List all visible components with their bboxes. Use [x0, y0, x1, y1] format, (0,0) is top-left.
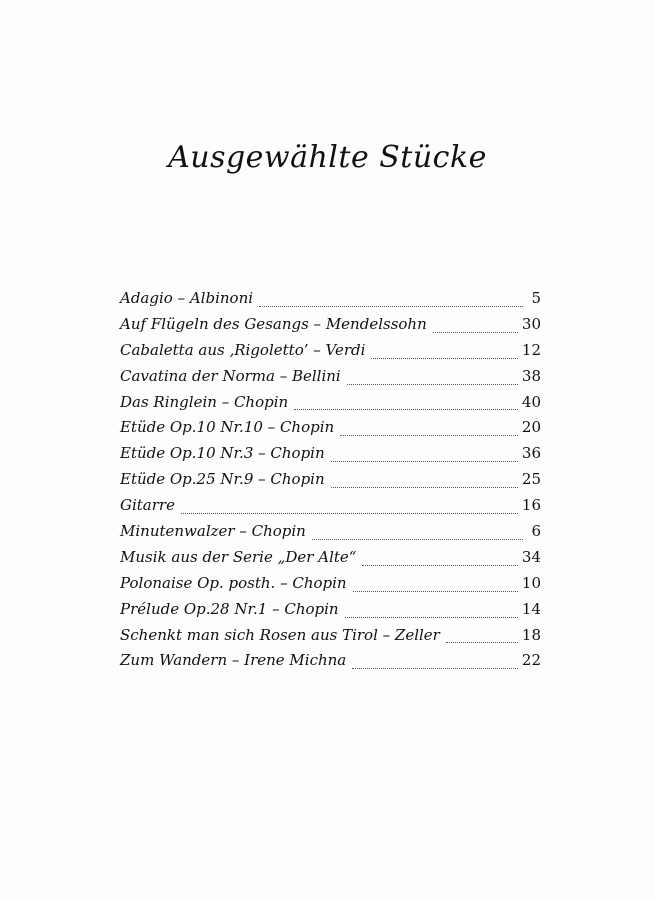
toc-entry [120, 444, 541, 470]
toc-entry-title: Schenkt man sich Rosen aus Tirol – Zeller [120, 625, 440, 644]
page-title: Ausgewählte Stücke [168, 140, 487, 175]
toc-entry-title: Polonaise Op. posth. – Chopin [120, 573, 347, 592]
toc-entry-page: 10 [521, 573, 541, 592]
toc-dot-leader [362, 565, 517, 566]
toc-dot-leader [340, 435, 518, 436]
toc-entry [120, 574, 541, 600]
toc-entry [120, 418, 541, 444]
toc-entry [120, 393, 541, 419]
toc-dot-leader [312, 539, 523, 540]
toc-entry [120, 470, 541, 496]
toc-entry-page: 5 [531, 289, 541, 307]
toc-entry-page: 36 [521, 444, 541, 463]
toc-entry-page: 30 [521, 314, 541, 333]
toc-entry-page: 22 [521, 651, 541, 670]
toc-dot-leader [294, 409, 518, 410]
toc-entry-page: 20 [521, 418, 541, 437]
toc-entry-title: Etüde Op.10 Nr.10 – Chopin [120, 418, 335, 437]
toc-dot-leader [353, 591, 518, 592]
toc-entry-page: 38 [521, 366, 541, 385]
toc-entry-page: 14 [521, 599, 541, 618]
toc-entry [120, 522, 541, 548]
toc-dot-leader [352, 668, 518, 669]
toc-entry [120, 315, 541, 341]
toc-entry [120, 341, 541, 367]
toc-entry-title: Prélude Op.28 Nr.1 – Chopin [120, 599, 339, 618]
toc-entry [120, 289, 541, 315]
toc-entry [120, 548, 541, 574]
toc-entry-title: Das Ringlein – Chopin [120, 392, 289, 411]
table-of-contents [120, 289, 541, 677]
toc-entry-page: 18 [521, 625, 541, 644]
toc-dot-leader [446, 642, 518, 643]
toc-dot-leader [259, 306, 523, 307]
toc-entry-page: 6 [531, 522, 541, 541]
toc-dot-leader [181, 513, 518, 514]
toc-dot-leader [345, 617, 518, 618]
toc-entry-page: 16 [521, 496, 541, 515]
toc-entry [120, 367, 541, 393]
toc-entry-title: Gitarre [120, 496, 175, 515]
toc-entry [120, 651, 541, 677]
toc-entry-title: Cabaletta aus ‚Rigoletto’ – Verdi [120, 340, 366, 359]
toc-entry [120, 600, 541, 626]
toc-entry-title: Auf Flügeln des Gesangs – Mendelssohn [120, 314, 427, 333]
toc-entry-title: Minutenwalzer – Chopin [120, 522, 306, 541]
toc-entry-page: 25 [521, 470, 541, 489]
toc-dot-leader [331, 487, 518, 488]
toc-dot-leader [347, 384, 518, 385]
toc-entry-page: 12 [521, 340, 541, 359]
toc-entry-title: Musik aus der Serie „Der Alte“ [120, 547, 357, 566]
toc-dot-leader [331, 461, 518, 462]
toc-entry-title: Etüde Op.25 Nr.9 – Chopin [120, 470, 325, 489]
toc-dot-leader [371, 358, 517, 359]
toc-entry-title: Adagio – Albinoni [120, 289, 254, 307]
toc-entry-title: Cavatina der Norma – Bellini [120, 366, 341, 385]
toc-entry [120, 626, 541, 652]
toc-dot-leader [433, 332, 518, 333]
toc-entry-title: Etüde Op.10 Nr.3 – Chopin [120, 444, 325, 463]
toc-entry-page: 34 [521, 547, 541, 566]
toc-entry [120, 496, 541, 522]
toc-entry-title: Zum Wandern – Irene Michna [120, 651, 347, 670]
toc-entry-page: 40 [521, 392, 541, 411]
